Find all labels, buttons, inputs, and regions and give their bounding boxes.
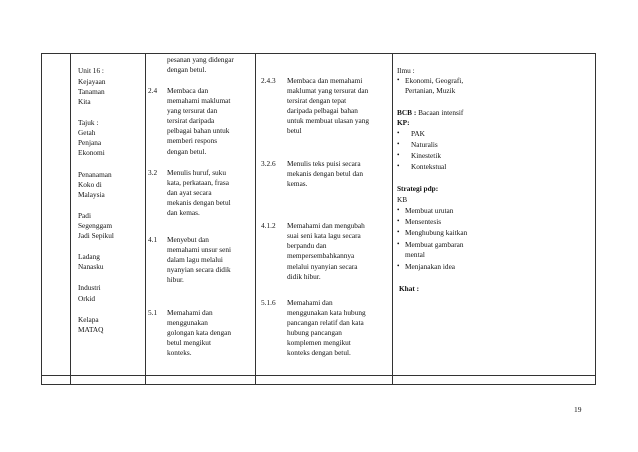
standard-line: yang tersurat dan [167, 106, 218, 115]
tajuk-item-line: MATAQ [78, 325, 104, 334]
kb-item: Membuat gambaran [405, 240, 464, 249]
kb-item: mental [405, 250, 425, 259]
standard-line: menggunakan [167, 318, 208, 327]
kb-item: Membuat urutan [405, 206, 454, 215]
objective-line: pancangan relatif dan kata [287, 318, 364, 327]
standard-line: mekanis dengan betul [167, 198, 231, 207]
standard-code: 5.1 [148, 308, 158, 317]
standard-continuation-line: dengan betul. [167, 65, 207, 74]
objective-line: betul [287, 126, 302, 135]
objective-line: berpandu dan [287, 241, 327, 250]
ilmu-item: Pertanian, Muzik [405, 86, 456, 95]
standard-code: 4.1 [148, 235, 158, 244]
objective-code: 4.1.2 [261, 221, 276, 230]
objective-line: melalui nyanyian secara [287, 262, 358, 271]
ilmu-label: Ilmu : [397, 66, 415, 75]
standard-line: dan ayat secara [167, 188, 212, 197]
unit-title-line: Kejayaan [78, 77, 106, 86]
objective-line: daripada pelbagai bahan [287, 106, 358, 115]
objective-line: suai seni kata lagu secara [287, 231, 361, 240]
kp-item: Kinestetik [411, 151, 441, 160]
standard-line: Membaca dan [167, 86, 209, 95]
tajuk-label: Tajuk : [78, 118, 99, 127]
standard-line: Menulis huruf, suku [167, 168, 226, 177]
table-col-divider [70, 53, 71, 385]
objective-code: 3.2.6 [261, 159, 276, 168]
objective-line: Membaca dan memahami [287, 76, 363, 85]
bullet-icon: • [397, 129, 400, 137]
kp-item: Naturalis [411, 140, 438, 149]
objective-line: Memahami dan mengubah [287, 221, 365, 230]
unit-title-line: Kita [78, 97, 91, 106]
standard-line: betul mengikut [167, 338, 211, 347]
tajuk-item-line: Industri [78, 283, 101, 292]
standard-code: 2.4 [148, 86, 158, 95]
objective-line: mempersembahkannya [287, 251, 355, 260]
standard-line: Menyebut dan [167, 235, 209, 244]
table-border-bottom [41, 384, 596, 385]
bullet-icon: • [397, 151, 400, 159]
table-col-divider [255, 53, 256, 385]
standard-line: tersirat daripada [167, 116, 215, 125]
tajuk-item-line: Kelapa [78, 315, 99, 324]
unit-label: Unit 16 : [78, 66, 104, 75]
objective-line: mekanis dengan betul dan [287, 169, 363, 178]
bullet-icon: • [397, 140, 400, 148]
objective-line: menggunakan kata hubung [287, 308, 366, 317]
tajuk-item-line: Ekonomi [78, 148, 105, 157]
table-col-divider [392, 53, 393, 385]
tajuk-item-line: Ladang [78, 252, 100, 261]
kb-item: Menjanakan idea [405, 262, 456, 271]
objective-line: hubung pancangan [287, 328, 342, 337]
table-border-right [595, 53, 596, 385]
standard-line: golongan kata dengan [167, 328, 232, 337]
bullet-icon: • [397, 162, 400, 170]
table-border-top [41, 53, 596, 54]
page-number: 19 [574, 405, 582, 414]
standard-line: dengan betul. [167, 147, 207, 156]
tajuk-item-line: Nanasku [78, 262, 104, 271]
kb-item: Mensentesis [405, 217, 442, 226]
table-border-left [41, 53, 42, 385]
objective-line: komplemen mengikut [287, 338, 351, 347]
khat-label: Khat : [399, 284, 420, 293]
objective-line: Menulis teks puisi secara [287, 159, 361, 168]
tajuk-item-line: Penanaman [78, 170, 112, 179]
bullet-icon: • [397, 217, 400, 225]
objective-code: 2.4.3 [261, 76, 276, 85]
objective-line: tersirat dengan tepat [287, 96, 347, 105]
objective-line: untuk membuat ulasan yang [287, 116, 370, 125]
ilmu-item: Ekonomi, Geografi, [405, 76, 464, 85]
standard-line: nyanyian secara didik [167, 265, 231, 274]
standard-line: Memahami dan [167, 308, 213, 317]
strategi-label: Strategi pdp: [397, 184, 439, 193]
tajuk-item-line: Malaysia [78, 190, 105, 199]
bullet-icon: • [397, 228, 400, 236]
objective-line: kemas. [287, 179, 308, 188]
tajuk-item-line: Padi [78, 211, 91, 220]
standard-continuation-line: pesanan yang didengar [167, 55, 234, 64]
table-col-divider [145, 53, 146, 385]
objective-line: konteks dengan betul. [287, 348, 351, 357]
bullet-icon: • [397, 240, 400, 248]
bullet-icon: • [397, 206, 400, 214]
tajuk-item-line: Penjana [78, 138, 102, 147]
bcb-label: BCB : [397, 108, 417, 117]
table-row-divider [41, 375, 596, 376]
standard-line: memberi respons [167, 136, 218, 145]
tajuk-item-line: Segenggam [78, 221, 113, 230]
bullet-icon: • [397, 262, 400, 270]
standard-line: memahami maklumat [167, 96, 231, 105]
kb-label: KB [397, 195, 408, 204]
kb-item: Menghubung kaitkan [405, 228, 468, 237]
tajuk-item-line: Orkid [78, 294, 96, 303]
unit-title-line: Tanaman [78, 87, 105, 96]
kp-label: KP: [397, 118, 410, 127]
tajuk-item-line: Koko di [78, 180, 102, 189]
objective-line: didik hibur. [287, 272, 321, 281]
standard-line: dan kemas. [167, 208, 200, 217]
objective-line: maklumat yang tersurat dan [287, 86, 369, 95]
standard-line: memahami unsur seni [167, 245, 232, 254]
standard-line: kata, perkataan, frasa [167, 178, 229, 187]
objective-code: 5.1.6 [261, 298, 276, 307]
bcb-row [397, 108, 463, 117]
tajuk-item-line: Getah [78, 128, 96, 137]
kp-item: Kontekstual [411, 162, 447, 171]
standard-line: pelbagai bahan untuk [167, 126, 230, 135]
objective-line: Memahami dan [287, 298, 333, 307]
kp-item: PAK [411, 129, 425, 138]
tajuk-item-line: Jadi Sepikul [78, 231, 114, 240]
standard-line: konteks. [167, 348, 192, 357]
bullet-icon: • [397, 76, 400, 84]
standard-code: 3.2 [148, 168, 158, 177]
standard-line: hibur. [167, 275, 184, 284]
bcb-value: Bacaan intensif [418, 108, 464, 117]
standard-line: dalam lagu melalui [167, 255, 223, 264]
